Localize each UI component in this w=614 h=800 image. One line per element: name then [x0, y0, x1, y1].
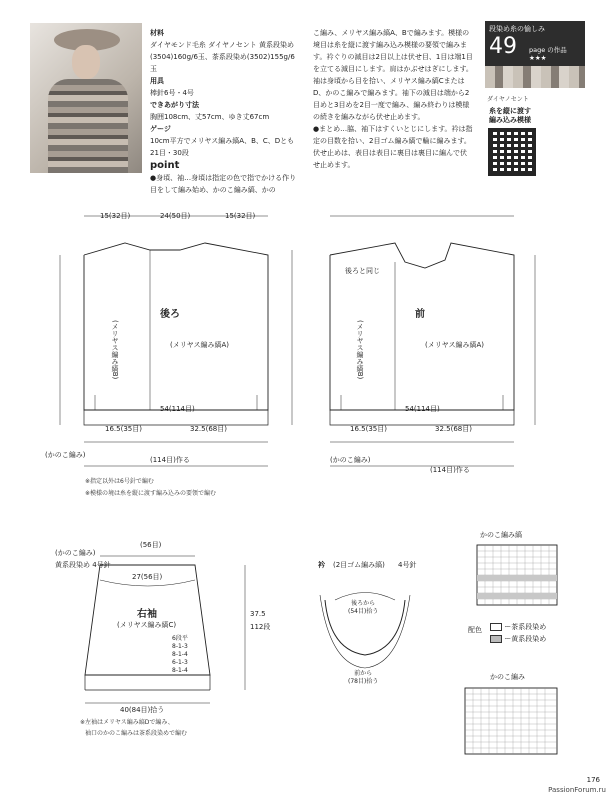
back-pattern-a: (メリヤス編み縞A)	[170, 341, 229, 349]
front-cast-on: (114目)作る	[430, 466, 470, 474]
gauge-title: ゲージ	[150, 125, 171, 133]
sleeve-top: (56目)	[140, 541, 162, 549]
point-text-2: こ編み、メリヤス編み縞A、Bで編みます。模様の境目は糸を縦に渡す編み込み模様の要領で編みます。衿ぐりの減目は2目以上は伏せ目、1目は端1目を立てる減目にします。肩はかぶせはぎにします。袖は身頃から目を拾い、メリヤス編み縞Cまたは D、かのこ編みで編みます。袖下の減目は端から2目めと3目めを2目一度で編み、編み終わりは模様の続きを編みながら伏せ止めます。	[313, 29, 473, 121]
tools-title: 用具	[150, 77, 164, 85]
sleeve-len: 37.5	[250, 610, 266, 618]
front-bottom-left: 16.5(35目)	[350, 425, 387, 433]
sleeve-hem: (かのこ編み)	[55, 549, 96, 557]
point-title: point	[150, 160, 180, 171]
back-top-dim-1: 15(32目)	[100, 212, 131, 220]
size-text: 胸囲108cm、丈57cm、ゆき丈67cm	[150, 113, 270, 121]
badge-suffix: page の作品 ★★★	[529, 46, 567, 62]
qr-caption: 糸を縦に渡す 編み込み模様	[489, 107, 531, 124]
materials-title: 材料	[150, 29, 164, 37]
sleeve-width-top: 27(56目)	[132, 573, 163, 581]
collar-pick-back: 後ろから (54目)拾う	[348, 600, 379, 615]
tools-text: 棒針6号・4号	[150, 89, 194, 97]
materials-text: ダイヤモンド毛糸 ダイヤノセント 黄系段染め(3504)160g/6玉、茶系段染め(3502)155g/6玉	[150, 41, 295, 73]
sleeve-decs: 6段平 8-1-3 8-1-4 6-1-3 8-1-4	[172, 635, 188, 674]
front-pick: 後ろと同じ	[345, 267, 380, 275]
collar-needle: 4号針	[398, 561, 417, 569]
note-2: ※模様の境は糸を縦に渡す編み込みの要領で編む	[85, 490, 217, 497]
sleeve-note-1: ※左袖はメリヤス編み縞Dで編み、	[80, 719, 174, 726]
front-pattern-b: (メリヤス編み縞B)	[356, 320, 364, 380]
front-hem: (かのこ編み)	[330, 456, 371, 464]
collar-title: 衿	[318, 561, 325, 569]
legend-1: ー茶系段染め	[490, 622, 546, 632]
gauge-text: 10cm平方でメリヤス編み縞A、B、C、Dとも21目・30段	[150, 137, 295, 157]
back-bottom-left: 16.5(35目)	[105, 425, 142, 433]
yarn-label: ダイヤノセント	[487, 96, 529, 103]
back-pattern-b: (メリヤス編み縞B)	[111, 320, 119, 380]
badge-number: 49	[489, 34, 517, 59]
front-title: 前	[415, 309, 425, 320]
page-number: 176	[586, 776, 600, 784]
note-1: ※指定以外は6号針で編む	[85, 478, 154, 485]
color-label: 配色	[468, 626, 482, 634]
legend-2: ー黄系段染め	[490, 634, 546, 644]
back-cast-on: (114目)作る	[150, 456, 190, 464]
sleeve-hem-color: 黄系段染め 4号針	[55, 561, 111, 569]
front-width: 54(114目)	[405, 405, 440, 413]
sleeve-len2: 112段	[250, 623, 271, 631]
back-title: 後ろ	[160, 309, 180, 320]
back-bottom-right: 32.5(68目)	[190, 425, 227, 433]
sleeve-note-2: 袖口のかのこ編みは茶系段染めで編む	[85, 730, 188, 737]
back-hem: (かのこ編み)	[45, 451, 86, 459]
legend-swatch-2	[490, 635, 502, 643]
sleeve-width-bottom: 40(84目)拾う	[120, 706, 165, 714]
point-text: ●身頃、袖…身頃は指定の色で指でかける作り目をして編み始め、かのこ編み縞、かの	[150, 174, 297, 194]
legend-swatch-1	[490, 623, 502, 631]
kanoko-title: かのこ編み	[490, 673, 525, 681]
sleeve-pattern: (メリヤス編み縞C)	[117, 621, 177, 629]
front-pattern-a: (メリヤス編み縞A)	[425, 341, 484, 349]
collar-pick-front: 前から (78目)拾う	[348, 670, 379, 685]
back-width: 54(114目)	[160, 405, 195, 413]
size-title: できあがり寸法	[150, 101, 199, 109]
kanoko-chart	[465, 688, 557, 754]
collar-subtitle: (2目ゴム編み縞)	[333, 561, 385, 569]
point-text-3: ●まとめ…脇、袖下はすくいとじにします。衿は指定の目数を拾い、2目ゴム編み縞で輪に編みます。伏せ止めは、表目は表目に裏目は裏目に編んで伏せ止めます。	[313, 125, 473, 169]
front-bottom-right: 32.5(68目)	[435, 425, 472, 433]
back-top-dim-3: 15(32目)	[225, 212, 256, 220]
back-top-dim-2: 24(50目)	[160, 212, 191, 220]
watermark: PassionForum.ru	[548, 786, 606, 794]
kanoko-stripe-title: かのこ編み縞	[480, 531, 522, 539]
sleeve-title: 右袖	[137, 609, 157, 620]
badge-caption: 段染め糸の愉しみ	[489, 25, 545, 33]
